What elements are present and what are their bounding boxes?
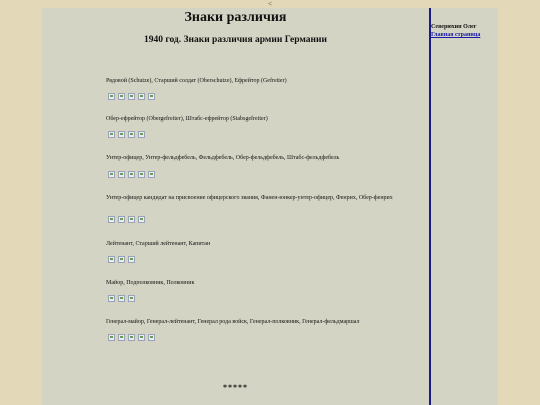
page-title: Знаки различия (184, 10, 287, 25)
insignia-image-placeholder (128, 171, 135, 178)
insignia-image-placeholder (128, 216, 135, 223)
insignia-image-row (108, 334, 155, 341)
insignia-image-placeholder (138, 131, 145, 138)
home-page-link[interactable]: Главная страница (431, 32, 481, 38)
insignia-image-placeholder (108, 131, 115, 138)
insignia-image-placeholder (128, 256, 135, 263)
rank-group-text: Лейтенант, Старший лейтенант, Капитан (106, 241, 211, 247)
rank-group-text: Майор, Подполковник, Полковник (106, 280, 195, 286)
insignia-image-placeholder (108, 334, 115, 341)
rank-group-text: Унтер-офицер, Унтер-фельдфебель, Фельдфебель, Обер-фельдфебель, Штабс-фельдфебель (106, 155, 340, 161)
insignia-image-placeholder (138, 171, 145, 178)
insignia-image-placeholder (128, 131, 135, 138)
rank-group-text: Унтер-офицер кандидат на присвоение офицерского звания, Фанен-юнкер-унтер-офицер, Фенрих, Обер-фенрих (106, 195, 393, 201)
main-content (42, 8, 429, 405)
insignia-image-row (108, 131, 145, 138)
insignia-image-placeholder (108, 256, 115, 263)
footer-stars: ***** (223, 383, 248, 392)
insignia-image-placeholder (108, 171, 115, 178)
insignia-image-row (108, 295, 135, 302)
rank-group-text: Обер-ефрейтор (Obergefreiter), Штабс-ефрейтор (Stabsgefreiter) (106, 116, 268, 122)
sidebar (431, 8, 498, 405)
insignia-image-placeholder (118, 216, 125, 223)
insignia-image-row (108, 93, 155, 100)
insignia-image-placeholder (138, 334, 145, 341)
insignia-image-placeholder (118, 295, 125, 302)
insignia-image-placeholder (108, 93, 115, 100)
rank-group-text: Генерал-майор, Генерал-лейтенант, Генерал рода войск, Генерал-полковник, Генерал-фельдмаршал (106, 319, 360, 325)
insignia-image-row (108, 216, 145, 223)
insignia-image-placeholder (128, 334, 135, 341)
insignia-image-placeholder (118, 93, 125, 100)
insignia-image-placeholder (108, 216, 115, 223)
insignia-image-placeholder (128, 295, 135, 302)
insignia-image-placeholder (148, 334, 155, 341)
insignia-image-placeholder (138, 216, 145, 223)
insignia-image-row (108, 171, 155, 178)
insignia-image-placeholder (118, 131, 125, 138)
insignia-image-placeholder (118, 171, 125, 178)
insignia-image-row (108, 256, 135, 263)
insignia-image-placeholder (118, 256, 125, 263)
rank-group-text: Рядовой (Schutze), Старший солдат (Oberschutze), Ефрейтор (Gefreiter) (106, 78, 287, 84)
insignia-image-placeholder (118, 334, 125, 341)
top-mark: < (268, 0, 272, 8)
insignia-image-placeholder (148, 93, 155, 100)
insignia-image-placeholder (138, 93, 145, 100)
page-subtitle: 1940 год. Знаки различия армии Германии (144, 35, 327, 45)
insignia-image-placeholder (148, 171, 155, 178)
insignia-image-placeholder (128, 93, 135, 100)
insignia-image-placeholder (108, 295, 115, 302)
author-name: Северюхин Олег (431, 24, 477, 30)
